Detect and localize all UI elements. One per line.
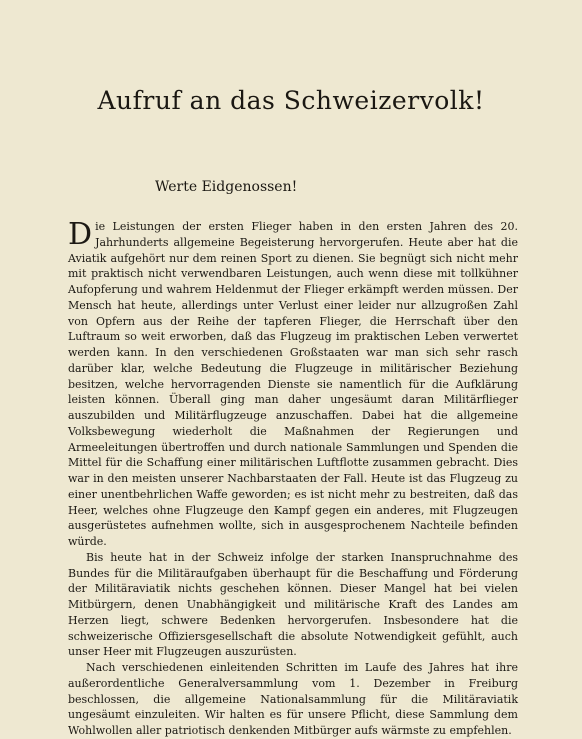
document-body xyxy=(68,219,518,739)
paragraph-1 xyxy=(68,219,518,550)
drop-cap: D xyxy=(68,217,93,252)
paragraph-3: Nach verschiedenen einleitenden Schritten im Laufe des Jahres hat ihre außerordentliche Generalversammlung vom 1. Dezember in Freiburg beschlossen, die allgemeine Nationalsammlung für die Militäraviatik ungesäumt einzuleiten. Wir halten es für unsere Pflicht, diese Sammlung dem Wohlwollen aller patriotisch denkenden Mitbürger aufs wärmste zu empfehlen. xyxy=(68,661,518,737)
paragraph-1-text: ie Leistungen der ersten Flieger haben in den ersten Jahren des 20. Jahrhunderts allgemeine Begeisterung hervorgerufen. Heute aber hat die Aviatik aufgehört nur dem reinen Sport zu dienen. Sie begnügt sich nicht mehr mit praktisch nicht verwendbaren Leistungen, auch wenn diese mit tollkühner Aufopferung und wahrem Heldenmut der Flieger erkämpft werden müssen. Der Mensch hat heute, allerdings unter Verlust einer leider nur allzugroßen Zahl von Opfern aus der Reihe der tapferen Flieger, die Herrschaft über den Luftraum so weit erworben, daß das Flugzeug im praktischen Leben verwertet werden kann. In den verschiedenen Großstaaten war man sich sehr rasch darüber klar, welche Bedeutung die Flugzeuge in militärischer Beziehung besitzen, welche hervorragenden Dienste sie namentlich für die Aufklärung leisten können. Überall ging man daher ungesäumt daran Militärflieger auszubilden und Militärflugzeuge anzuschaffen. Dabei hat die allgemeine Volksbewegung wiederholt die Maßnahmen der Regierungen und Armeeleitungen übertroffen und durch nationale Sammlungen und Spenden die Mittel für die Schaffung einer militärischen Luftflotte zusammen gebracht. Dies war in den meisten unserer Nachbarstaaten der Fall. Heute ist das Flugzeug zu einer unentbehrlichen Waffe geworden; es ist nicht mehr zu bestreiten, daß das Heer, welches ohne Flugzeuge den Kampf gegen ein anderes, mit Flugzeugen ausgerüstetes aufnehmen wollte, sich in ausgesprochenem Nachteile befinden würde. xyxy=(68,220,518,548)
salutation: Werte Eidgenossen! xyxy=(155,179,298,195)
paragraph-2: Bis heute hat in der Schweiz infolge der starken Inanspruchnahme des Bundes für die Militäraufgaben überhaupt für die Beschaffung und Förderung der Militäraviatik nichts geschehen können. Dieser Mangel hat bei vielen Mitbürgern, denen Unabhängigkeit und militärische Kraft des Landes am Herzen liegt, schwere Bedenken hervorgerufen. Insbesondere hat die schweizerische Offiziersgesellschaft die absolute Notwendigkeit gefühlt, auch unser Heer mit Flugzeugen auszurüsten. xyxy=(68,550,518,659)
page-title: Aufruf an das Schweizervolk! xyxy=(97,86,485,115)
